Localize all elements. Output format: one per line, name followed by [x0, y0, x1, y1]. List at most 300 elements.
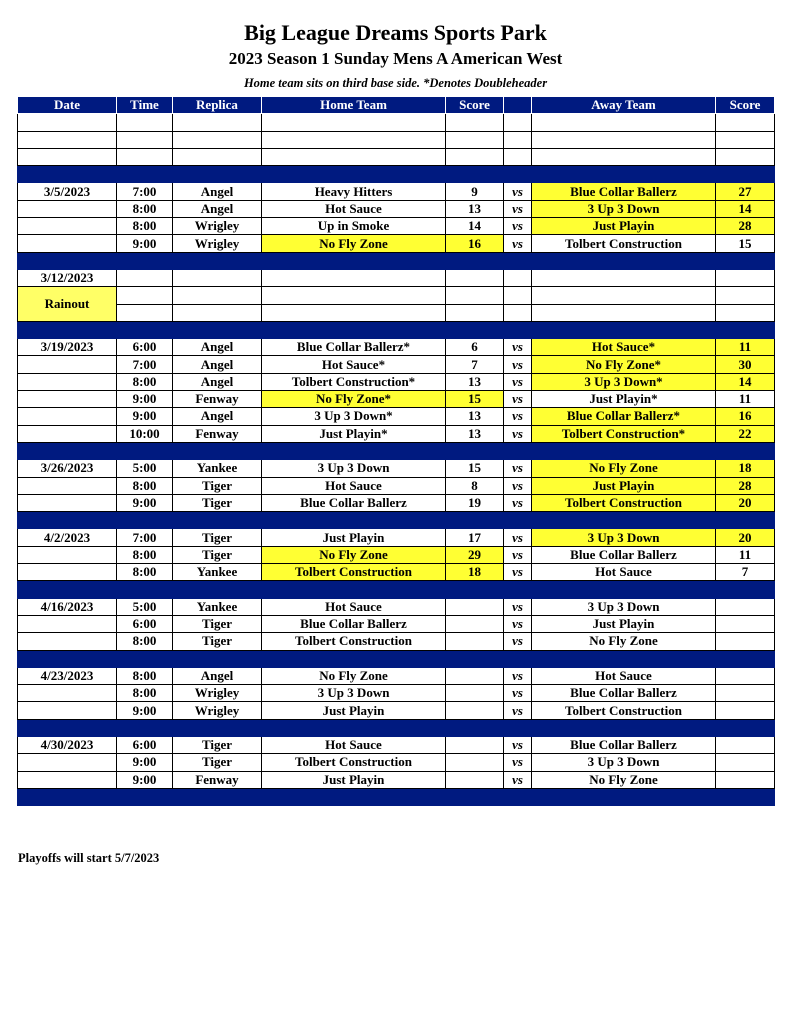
- separator-cell: [173, 788, 262, 805]
- away-score: [716, 702, 775, 719]
- vs-label: vs: [504, 183, 532, 200]
- vs-label: vs: [504, 598, 532, 615]
- separator-cell: [262, 166, 446, 183]
- away-score: 16: [716, 408, 775, 425]
- separator-cell: [18, 512, 117, 529]
- away-team: 3 Up 3 Down: [532, 200, 716, 217]
- game-date: [18, 564, 117, 581]
- game-replica: Tiger: [173, 494, 262, 511]
- game-replica: Yankee: [173, 460, 262, 477]
- empty-cell: [446, 131, 504, 148]
- separator-cell: [446, 512, 504, 529]
- away-team: Just Playin*: [532, 391, 716, 408]
- empty-cell: [262, 114, 446, 131]
- separator-cell: [18, 442, 117, 459]
- game-time: 9:00: [117, 771, 173, 788]
- game-replica: Tiger: [173, 633, 262, 650]
- away-score: [716, 771, 775, 788]
- empty-cell: [532, 114, 716, 131]
- game-replica: Yankee: [173, 598, 262, 615]
- home-score: [446, 615, 504, 632]
- vs-label: vs: [504, 425, 532, 442]
- game-replica: Yankee: [173, 564, 262, 581]
- home-team: Blue Collar Ballerz*: [262, 339, 446, 356]
- separator-cell: [173, 442, 262, 459]
- home-team: Up in Smoke: [262, 218, 446, 235]
- page-note: Home team sits on third base side. *Denotes Doubleheader: [243, 76, 548, 90]
- separator-cell: [117, 512, 173, 529]
- away-team: No Fly Zone: [532, 771, 716, 788]
- table-row: [18, 356, 775, 373]
- game-date: [18, 702, 117, 719]
- separator-cell: [173, 166, 262, 183]
- game-date: [18, 633, 117, 650]
- table-row: [18, 771, 775, 788]
- away-score: [716, 685, 775, 702]
- separator-cell: [173, 581, 262, 598]
- separator-cell: [716, 321, 775, 338]
- game-date: 4/16/2023: [18, 598, 117, 615]
- game-replica: Fenway: [173, 771, 262, 788]
- separator-cell: [262, 442, 446, 459]
- separator-row: [18, 719, 775, 736]
- table-row: [18, 633, 775, 650]
- empty-cell: [716, 114, 775, 131]
- separator-cell: [716, 650, 775, 667]
- table-row: [18, 598, 775, 615]
- separator-cell: [117, 719, 173, 736]
- schedule-table: [17, 96, 775, 806]
- game-replica: Wrigley: [173, 218, 262, 235]
- empty-cell: [716, 304, 775, 321]
- empty-cell: [504, 148, 532, 165]
- table-row: [18, 235, 775, 252]
- table-row: [18, 218, 775, 235]
- table-row: [18, 339, 775, 356]
- home-score: 13: [446, 408, 504, 425]
- game-date: [18, 546, 117, 563]
- separator-cell: [117, 788, 173, 805]
- col-header-date: Date: [18, 97, 117, 114]
- separator-cell: [504, 321, 532, 338]
- away-team: 3 Up 3 Down: [532, 598, 716, 615]
- vs-label: vs: [504, 373, 532, 390]
- separator-cell: [532, 321, 716, 338]
- game-time: 9:00: [117, 235, 173, 252]
- home-team: 3 Up 3 Down: [262, 460, 446, 477]
- away-team: Blue Collar Ballerz*: [532, 408, 716, 425]
- separator-cell: [18, 719, 117, 736]
- away-team: 3 Up 3 Down: [532, 754, 716, 771]
- game-time: 8:00: [117, 477, 173, 494]
- home-score: 19: [446, 494, 504, 511]
- empty-cell: [117, 114, 173, 131]
- away-score: [716, 269, 775, 286]
- page-subtitle: 2023 Season 1 Sunday Mens A American West: [228, 49, 563, 68]
- empty-cell: [532, 304, 716, 321]
- game-time: 5:00: [117, 460, 173, 477]
- table-header-row: [18, 97, 775, 114]
- empty-row: [18, 148, 775, 165]
- home-score: 16: [446, 235, 504, 252]
- table-row: [18, 564, 775, 581]
- separator-cell: [446, 442, 504, 459]
- separator-row: [18, 512, 775, 529]
- empty-cell: [446, 287, 504, 304]
- home-score: 15: [446, 391, 504, 408]
- vs-label: vs: [504, 564, 532, 581]
- empty-row: [18, 114, 775, 131]
- game-date: 4/23/2023: [18, 667, 117, 684]
- game-time: 7:00: [117, 529, 173, 546]
- empty-cell: [716, 148, 775, 165]
- table-row: [18, 269, 775, 286]
- empty-cell: [504, 114, 532, 131]
- away-team: Hot Sauce: [532, 564, 716, 581]
- separator-cell: [446, 252, 504, 269]
- vs-label: vs: [504, 391, 532, 408]
- away-score: 20: [716, 494, 775, 511]
- footer-note: Playoffs will start 5/7/2023: [18, 851, 160, 865]
- separator-cell: [18, 166, 117, 183]
- empty-cell: [18, 148, 117, 165]
- game-time: 9:00: [117, 391, 173, 408]
- game-replica: Wrigley: [173, 235, 262, 252]
- game-replica: Wrigley: [173, 702, 262, 719]
- away-team: No Fly Zone: [532, 633, 716, 650]
- home-score: 17: [446, 529, 504, 546]
- vs-label: vs: [504, 633, 532, 650]
- away-team: Blue Collar Ballerz: [532, 685, 716, 702]
- game-date: [18, 235, 117, 252]
- home-team: Hot Sauce: [262, 598, 446, 615]
- away-score: 7: [716, 564, 775, 581]
- empty-row: [18, 131, 775, 148]
- game-date: 3/19/2023: [18, 339, 117, 356]
- away-team: Blue Collar Ballerz: [532, 546, 716, 563]
- home-score: 13: [446, 200, 504, 217]
- empty-cell: [716, 131, 775, 148]
- separator-cell: [262, 719, 446, 736]
- home-score: 9: [446, 183, 504, 200]
- separator-cell: [532, 442, 716, 459]
- separator-row: [18, 581, 775, 598]
- vs-label: vs: [504, 477, 532, 494]
- game-date: [18, 754, 117, 771]
- empty-cell: [446, 114, 504, 131]
- empty-cell: [262, 304, 446, 321]
- empty-cell: [532, 148, 716, 165]
- away-score: 30: [716, 356, 775, 373]
- separator-cell: [716, 719, 775, 736]
- separator-row: [18, 650, 775, 667]
- separator-cell: [532, 512, 716, 529]
- game-replica: Tiger: [173, 754, 262, 771]
- game-time: [117, 269, 173, 286]
- vs-label: vs: [504, 235, 532, 252]
- vs-label: vs: [504, 736, 532, 753]
- separator-cell: [532, 252, 716, 269]
- game-date: 3/26/2023: [18, 460, 117, 477]
- home-score: [446, 633, 504, 650]
- game-time: 8:00: [117, 667, 173, 684]
- game-replica: Tiger: [173, 529, 262, 546]
- separator-cell: [532, 788, 716, 805]
- game-replica: Angel: [173, 408, 262, 425]
- separator-cell: [716, 442, 775, 459]
- separator-cell: [532, 650, 716, 667]
- separator-cell: [262, 788, 446, 805]
- vs-label: vs: [504, 754, 532, 771]
- game-date: [18, 356, 117, 373]
- separator-cell: [446, 650, 504, 667]
- separator-cell: [262, 512, 446, 529]
- home-team: Just Playin: [262, 529, 446, 546]
- home-score: 8: [446, 477, 504, 494]
- empty-cell: [716, 287, 775, 304]
- away-team: Blue Collar Ballerz: [532, 736, 716, 753]
- separator-cell: [117, 252, 173, 269]
- col-header-time: Time: [117, 97, 173, 114]
- game-date: 4/30/2023: [18, 736, 117, 753]
- away-score: [716, 754, 775, 771]
- home-score: [446, 771, 504, 788]
- away-score: 14: [716, 200, 775, 217]
- separator-row: [18, 166, 775, 183]
- home-score: [446, 736, 504, 753]
- home-team: Blue Collar Ballerz: [262, 494, 446, 511]
- empty-cell: [504, 287, 532, 304]
- separator-cell: [532, 581, 716, 598]
- separator-cell: [716, 788, 775, 805]
- game-date: [18, 391, 117, 408]
- home-team: Just Playin: [262, 702, 446, 719]
- empty-cell: [262, 148, 446, 165]
- game-time: 5:00: [117, 598, 173, 615]
- home-team: Blue Collar Ballerz: [262, 615, 446, 632]
- vs-label: vs: [504, 685, 532, 702]
- table-row: [18, 546, 775, 563]
- game-time: 9:00: [117, 494, 173, 511]
- game-date: [18, 685, 117, 702]
- vs-label: vs: [504, 200, 532, 217]
- separator-cell: [117, 650, 173, 667]
- game-replica: Tiger: [173, 736, 262, 753]
- away-score: 28: [716, 218, 775, 235]
- game-time: 8:00: [117, 546, 173, 563]
- separator-cell: [262, 650, 446, 667]
- empty-cell: [18, 131, 117, 148]
- table-row: [18, 494, 775, 511]
- table-row: [18, 408, 775, 425]
- vs-label: vs: [504, 408, 532, 425]
- home-score: 6: [446, 339, 504, 356]
- home-team: Hot Sauce: [262, 736, 446, 753]
- game-replica: Angel: [173, 183, 262, 200]
- game-time: 9:00: [117, 408, 173, 425]
- table-row: [18, 529, 775, 546]
- away-team: Just Playin: [532, 615, 716, 632]
- game-time: 8:00: [117, 564, 173, 581]
- empty-cell: [446, 148, 504, 165]
- empty-cell: [117, 287, 173, 304]
- away-score: [716, 598, 775, 615]
- empty-cell: [504, 131, 532, 148]
- empty-cell: [117, 131, 173, 148]
- separator-cell: [173, 719, 262, 736]
- game-replica: Fenway: [173, 391, 262, 408]
- empty-cell: [446, 304, 504, 321]
- empty-cell: [532, 131, 716, 148]
- separator-cell: [504, 581, 532, 598]
- home-team: Hot Sauce*: [262, 356, 446, 373]
- vs-label: vs: [504, 494, 532, 511]
- separator-cell: [262, 252, 446, 269]
- away-score: [716, 667, 775, 684]
- home-team: [262, 269, 446, 286]
- empty-cell: [117, 148, 173, 165]
- separator-cell: [173, 512, 262, 529]
- separator-cell: [18, 252, 117, 269]
- separator-row: [18, 788, 775, 805]
- page-title: Big League Dreams Sports Park: [244, 20, 547, 45]
- separator-cell: [173, 321, 262, 338]
- empty-cell: [173, 131, 262, 148]
- vs-label: vs: [504, 546, 532, 563]
- away-score: 20: [716, 529, 775, 546]
- home-team: Just Playin*: [262, 425, 446, 442]
- col-header-away-score: Score: [716, 97, 775, 114]
- home-team: 3 Up 3 Down*: [262, 408, 446, 425]
- away-team: Hot Sauce: [532, 667, 716, 684]
- away-team: Tolbert Construction: [532, 494, 716, 511]
- game-replica: Angel: [173, 200, 262, 217]
- separator-row: [18, 442, 775, 459]
- home-team: Tolbert Construction: [262, 633, 446, 650]
- vs-label: vs: [504, 702, 532, 719]
- separator-cell: [446, 581, 504, 598]
- game-date: [18, 771, 117, 788]
- away-score: 11: [716, 546, 775, 563]
- home-team: No Fly Zone*: [262, 391, 446, 408]
- away-team: Just Playin: [532, 477, 716, 494]
- game-date: [18, 615, 117, 632]
- empty-cell: [262, 131, 446, 148]
- col-header-home-score: Score: [446, 97, 504, 114]
- separator-cell: [504, 442, 532, 459]
- away-team: Just Playin: [532, 218, 716, 235]
- game-replica: Angel: [173, 667, 262, 684]
- empty-cell: [532, 287, 716, 304]
- empty-cell: [117, 304, 173, 321]
- vs-label: vs: [504, 529, 532, 546]
- separator-cell: [18, 321, 117, 338]
- game-replica: Angel: [173, 373, 262, 390]
- home-team: Tolbert Construction*: [262, 373, 446, 390]
- game-date: 4/2/2023: [18, 529, 117, 546]
- away-score: 18: [716, 460, 775, 477]
- separator-cell: [504, 252, 532, 269]
- vs-label: vs: [504, 356, 532, 373]
- table-row: [18, 667, 775, 684]
- game-replica: Tiger: [173, 615, 262, 632]
- away-score: 28: [716, 477, 775, 494]
- rainout-label: Rainout: [18, 287, 117, 322]
- rainout-row: [18, 287, 775, 304]
- empty-cell: [18, 114, 117, 131]
- table-row: [18, 391, 775, 408]
- away-score: 27: [716, 183, 775, 200]
- separator-cell: [504, 650, 532, 667]
- game-date: [18, 425, 117, 442]
- table-row: [18, 460, 775, 477]
- separator-cell: [117, 321, 173, 338]
- home-team: 3 Up 3 Down: [262, 685, 446, 702]
- separator-cell: [504, 719, 532, 736]
- away-score: [716, 736, 775, 753]
- home-score: 18: [446, 564, 504, 581]
- game-time: 8:00: [117, 218, 173, 235]
- game-time: 8:00: [117, 685, 173, 702]
- home-score: [446, 598, 504, 615]
- away-team: [532, 269, 716, 286]
- home-score: [446, 667, 504, 684]
- separator-cell: [532, 166, 716, 183]
- game-replica: Angel: [173, 339, 262, 356]
- away-team: Tolbert Construction: [532, 702, 716, 719]
- separator-cell: [716, 252, 775, 269]
- game-time: 6:00: [117, 736, 173, 753]
- separator-cell: [716, 512, 775, 529]
- separator-cell: [716, 581, 775, 598]
- home-team: Hot Sauce: [262, 200, 446, 217]
- empty-row: [18, 304, 775, 321]
- game-date: [18, 408, 117, 425]
- col-header-home-team: Home Team: [262, 97, 446, 114]
- table-row: [18, 200, 775, 217]
- home-team: No Fly Zone: [262, 546, 446, 563]
- separator-cell: [117, 442, 173, 459]
- home-team: Just Playin: [262, 771, 446, 788]
- col-header-replica: Replica: [173, 97, 262, 114]
- table-row: [18, 736, 775, 753]
- game-time: 7:00: [117, 356, 173, 373]
- home-score: [446, 685, 504, 702]
- empty-cell: [173, 304, 262, 321]
- game-time: 7:00: [117, 183, 173, 200]
- separator-cell: [446, 719, 504, 736]
- game-date: 3/5/2023: [18, 183, 117, 200]
- home-team: Tolbert Construction: [262, 754, 446, 771]
- table-row: [18, 754, 775, 771]
- away-team: Tolbert Construction: [532, 235, 716, 252]
- empty-cell: [504, 304, 532, 321]
- away-score: 11: [716, 339, 775, 356]
- home-team: Hot Sauce: [262, 477, 446, 494]
- away-team: No Fly Zone: [532, 460, 716, 477]
- separator-cell: [504, 788, 532, 805]
- game-date: [18, 200, 117, 217]
- game-time: 9:00: [117, 754, 173, 771]
- separator-cell: [532, 719, 716, 736]
- table-row: [18, 685, 775, 702]
- separator-cell: [446, 166, 504, 183]
- separator-cell: [173, 650, 262, 667]
- table-row: [18, 425, 775, 442]
- game-date: [18, 373, 117, 390]
- separator-cell: [18, 581, 117, 598]
- home-team: No Fly Zone: [262, 667, 446, 684]
